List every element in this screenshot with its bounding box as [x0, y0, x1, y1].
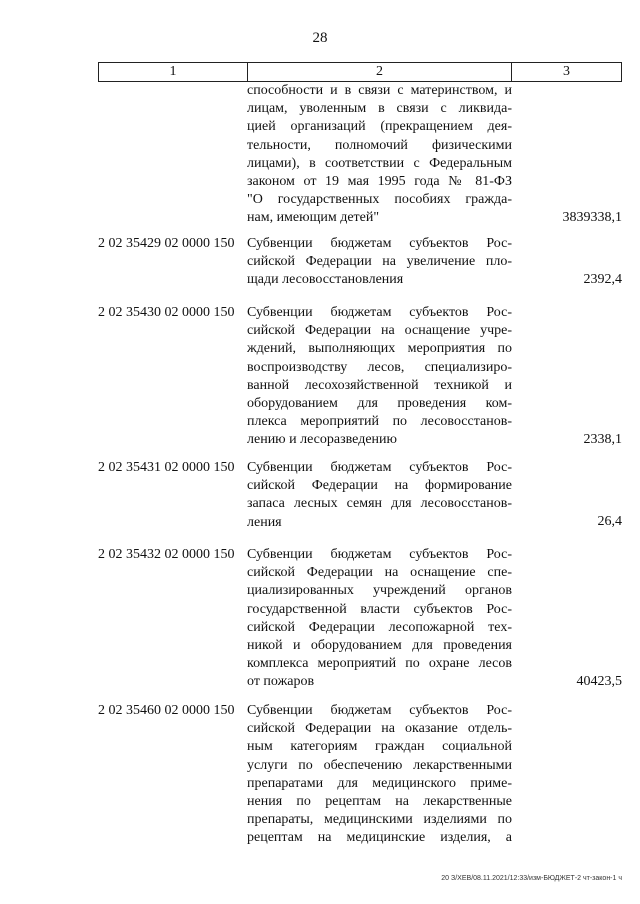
description-line: Субвенции бюджетам субъектов Рос- [247, 305, 512, 320]
description-line: услуги по обеспечению лекарственными [247, 757, 512, 773]
description-line: препараты, медицинскими изделиями по [247, 812, 512, 828]
description-line: сийской Федерации лесопожарной тех- [247, 619, 512, 635]
row-code: 2 02 35460 02 0000 150 [98, 703, 235, 718]
page-number: 28 [312, 30, 328, 46]
description-line: Субвенции бюджетам субъектов Рос- [247, 460, 512, 475]
description-line: оборудованием для проведения ком- [247, 395, 512, 411]
row-code: 2 02 35432 02 0000 150 [98, 547, 235, 562]
row-description [247, 304, 512, 450]
description-line: сийской Федерации на оснащение спе- [247, 565, 512, 581]
row-amount: 26,4 [597, 514, 622, 529]
description-line: ванной лесохозяйственной техникой и [247, 377, 512, 393]
description-line: воспроизводству лесов, специализиро- [247, 359, 512, 375]
row-description [247, 546, 512, 692]
description-line: циализированных учреждений органов [247, 583, 512, 599]
description-line: рецептам на медицинские изделия, а [247, 830, 512, 846]
description-line: цией организаций (прекращением дея- [247, 119, 512, 135]
row-amount: 2338,1 [583, 432, 622, 447]
description-line: ным категориям граждан социальной [247, 739, 512, 755]
row-amount: 3839338,1 [562, 210, 622, 225]
description-line: сийской Федерации на оказание отдель- [247, 721, 512, 737]
description-line: никой и оборудованием для проведения [247, 637, 512, 653]
document-footer: 20 З/ХЕВ/08.11.2021/12:33/изм-БЮДЖЕТ-2 чт-закон-1 ч [441, 875, 622, 882]
description-line: комплекса мероприятий по охране лесов [247, 656, 512, 672]
description-line: государственной власти субъектов Рос- [247, 601, 512, 617]
row-amount: 2392,4 [583, 272, 622, 287]
description-line: сийской Федерации на формирование [247, 478, 512, 494]
description-line: плекса мероприятий по лесовосстанов- [247, 414, 512, 430]
description-line: законом от 19 мая 1995 года № 81-ФЗ [247, 173, 512, 189]
description-line: ления [247, 514, 282, 530]
row-code: 2 02 35430 02 0000 150 [98, 305, 235, 320]
row-code: 2 02 35431 02 0000 150 [98, 460, 235, 475]
description-line: Субвенции бюджетам субъектов Рос- [247, 547, 512, 562]
description-line: от пожаров [247, 674, 315, 690]
description-line: Субвенции бюджетам субъектов Рос- [247, 236, 512, 251]
description-line: сийской Федерации на увеличение пло- [247, 254, 512, 270]
description-line: "О государственных пособиях гражда- [247, 192, 512, 208]
description-line: запаса лесных семян для лесовосстанов- [247, 496, 512, 512]
row-description [247, 702, 512, 848]
row-amount: 40423,5 [576, 674, 622, 689]
table-header [98, 62, 622, 82]
description-line: лицам, уволенным в связи с ликвида- [247, 101, 512, 117]
header-col-2: 2 [248, 63, 512, 81]
description-line: сийской Федерации на оснащение учре- [247, 323, 512, 339]
header-col-3: 3 [563, 64, 570, 79]
row-description [247, 235, 512, 290]
row-description [247, 459, 512, 532]
description-line: нения по рецептам на лекарственные [247, 793, 512, 809]
description-line: лению и лесоразведению [247, 432, 397, 448]
description-line: нам, имеющим детей" [247, 210, 380, 226]
description-line: тельности, полномочий физическими [247, 137, 512, 153]
description-line: ждений, выполняющих мероприятия по [247, 341, 512, 357]
row-code: 2 02 35429 02 0000 150 [98, 236, 235, 251]
description-line: препаратами для медицинского приме- [247, 775, 512, 791]
description-line: Субвенции бюджетам субъектов Рос- [247, 703, 512, 718]
description-line: щади лесовосстановления [247, 272, 404, 288]
description-line: способности и в связи с материнством, и [247, 83, 512, 98]
description-line: лицами), в соответствии с Федеральным [247, 155, 512, 171]
row-description [247, 82, 512, 228]
header-col-1: 1 [99, 63, 248, 81]
